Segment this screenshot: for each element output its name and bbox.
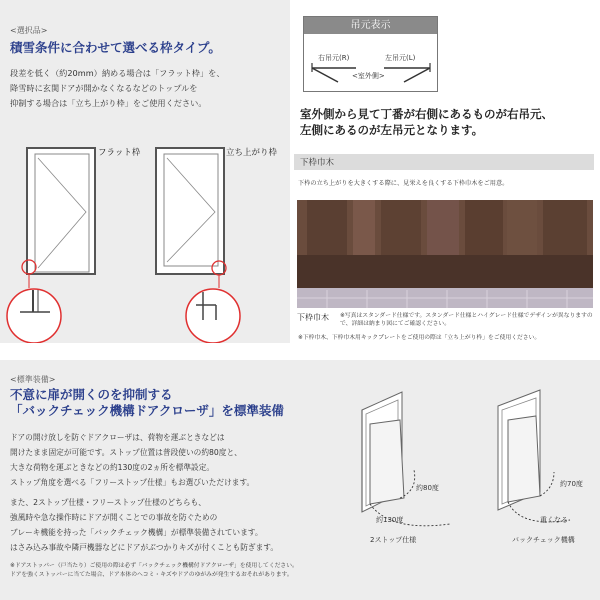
sill-photo-label: 下枠巾木 [297,313,329,322]
flat-frame-drawing [0,140,290,343]
body-line: また、2ストップ仕様・フリーストップ仕様のどちらも、 [10,498,206,507]
body-line: ドアの開け放しを防ぐドアクローザは、荷物を運ぶときなどは [10,433,225,442]
body-line: ブレーキ機能を持った「バックチェック機構」が標準装備されています。 [10,528,263,537]
body-line: はさみ込み事故や隣戸機器などにドアがぶつかりキズが付くことも防ぎます。 [10,543,279,552]
frame-type-body [10,66,285,111]
sill-title: 下枠巾木 [300,158,335,168]
flat-frame-label: フラット枠 [98,148,141,158]
right-hinge-label: 右吊元(R) [318,54,350,62]
closer-title-2: 「バックチェック機構ドアクローザ」を標準装備 [10,403,284,418]
sill-title-bar [294,154,594,170]
body-line: 開けたまま固定が可能です。ストップ位置は普段使いの約80度と、 [10,448,242,457]
footnote-line: ※ドアストッパー（戸当たり）ご使用の際は必ず「バックチェック機構付ドアクローザ」を使用してください。 [10,563,298,569]
two-stop-caption: 2ストップ仕様 [370,536,417,544]
left-hinge-label: 左吊元(L) [385,54,416,62]
sill-note2: ※下枠巾木、下枠巾木用キックプレートをご使用の際は「立ち上がり枠」をご使用ください。 [298,335,541,341]
hinge-description [300,106,598,138]
body-line: 大きな荷物を運ぶときなどの約130度の2ヵ所を標準設定。 [10,463,215,472]
sill-photo [297,200,593,308]
closer-body-1 [10,430,330,490]
option-tag: <選択品> [10,26,48,35]
closer-footnote [10,562,340,580]
body-line: 降雪時に玄関ドアが開かなくなるなどのトップルを [10,83,198,93]
hinge-header [304,17,437,34]
angle-70-label: 約70度 [560,480,583,488]
body-line: 強風時や急な操作時にドアが開くことでの事故を防ぐための [10,513,218,522]
backcheck-caption: バックチェック機構 [512,536,575,544]
hinge-header-text: 吊元表示 [350,20,391,31]
standard-tag: <標準装備> [10,375,56,384]
outdoor-label: <室外側> [352,72,385,80]
heavy-label: 重くなる [540,516,568,524]
body-line: ストップ角度を選べる「フリーストップ仕様」もお選びいただけます。 [10,478,255,487]
sill-note1: ※写真はスタンダード仕様です。スタンダード仕様とハイグレード仕様でデザインが異なりますので、詳細は納まり図にてご確認ください。 [340,313,593,327]
frame-type-title: 積雪条件に合わせて選べる枠タイプ。 [10,40,221,55]
hinge-desc-line: 室外側から見て丁番が右側にあるものが右吊元、 [300,107,553,121]
closer-body-2 [10,495,340,555]
closer-title-1: 不意に扉が開くのを抑制する [10,387,173,402]
sill-caption: 下枠の立ち上がりを大きくする際に、見栄えを良くする下枠巾木をご用意。 [298,180,509,187]
body-line: 段差を低く（約20mm）納める場合は「フラット枠」を、 [10,68,225,78]
angle-130-label: 約130度 [376,516,404,524]
body-line: 抑制する場合は「立ち上がり枠」をご使用ください。 [10,98,207,108]
footnote-line: ドアを強くストッパーに当てた場合、ドア本体のヘコミ・キズやドアのゆがみが発生するおそれがあります。 [10,572,293,578]
hinge-desc-line: 左側にあるのが左吊元となります。 [300,123,484,137]
raised-frame-label: 立ち上がり枠 [226,148,278,158]
angle-80-label: 約80度 [416,484,439,492]
